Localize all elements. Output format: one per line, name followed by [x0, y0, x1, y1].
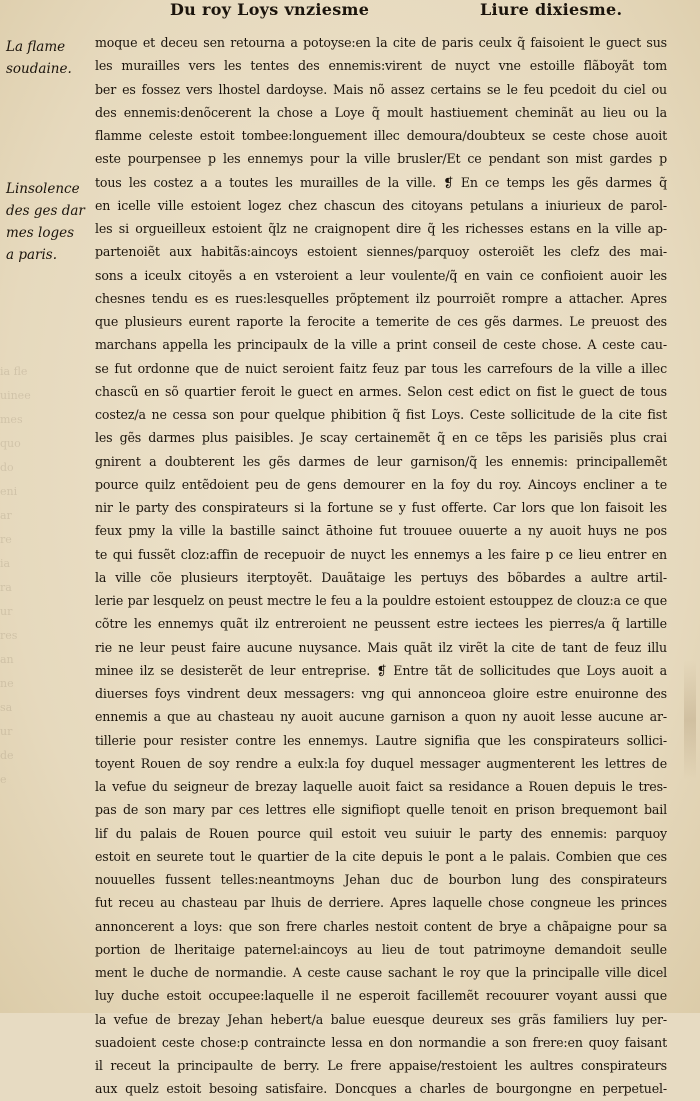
text-line: ment le duche de normandie. A ceste cause sachant le roy que la principalle ville dicel [95, 965, 667, 980]
text-line: estoit en seurete tout le quartier de la cite depuis le pont a le palais. Combien que ces [95, 848, 667, 864]
text-line: este pourpensee p les ennemys pour la ville brusler/Et ce pendant son mist gardes p [95, 151, 667, 167]
text-line: luy duche estoit occupee:laquelle il ne esperoit facillemẽt recouurer voyant aussi que [95, 988, 667, 1004]
text-line: costez/a ne cessa son pour quelque phibition q̃ fist Loys. Ceste sollicitude de la cite fist [95, 407, 667, 422]
text-line: la vefue du seigneur de brezay laquelle auoit faict sa residance a Rouen depuis le tres- [95, 779, 667, 794]
text-line: toyent Rouen de soy rendre a eulx:la foy duquel messager augmenterent les lettres de [95, 755, 667, 771]
body-text-column [95, 31, 667, 1101]
text-line: partenoiẽt aux habitãs:aincoys estoient siennes/parquoy osteroiẽt les clefz des mai- [95, 244, 667, 260]
text-line: lerie par lesquelz on peust mectre le feu a la pouldre estoient estouppez de clouz:a ce que [95, 593, 667, 608]
bleed-fragment: de [0, 749, 14, 762]
text-line: des ennemis:denõcerent la chose a Loye q̃ moult hastiuement cheminãt au lieu ou la [95, 104, 667, 120]
text-line: nir le party des conspirateurs si la fortune se y fust offerte. Car lors que lon faisoit les [95, 500, 667, 515]
text-line: la vefue de brezay Jehan hebert/a balue euesque deureux ses grãs familiers luy per- [95, 1011, 667, 1027]
text-line: nouuelles fussent telles:neantmoyns Jehan duc de bourbon lung des conspirateurs [95, 872, 667, 887]
text-line: sons a iceulx citoyẽs a en vsteroient a leur voulente/q̃ en vain ce confioient auoir les [95, 267, 667, 283]
text-line: feux pmy la ville la bastille sainct āthoine fut trouuee ouuerte a ny auoit huys ne pos [95, 523, 667, 539]
bleed-fragment: eni [0, 485, 18, 498]
bleed-fragment: ne [0, 677, 14, 690]
margin-note-insolence [6, 178, 90, 266]
text-line: minee ilz se desisterẽt de leur entreprise. ❡ Entre tãt de sollicitudes que Loys auoit a [95, 662, 667, 678]
text-line: suadoient ceste chose:p contraincte lessa en don normandie a son frere:en quoy faisant [95, 1034, 667, 1050]
bleed-fragment: an [0, 653, 14, 666]
bleed-fragment: mes [0, 413, 23, 426]
text-line: la ville cõe plusieurs iterptoyẽt. Dauãtaige les pertuys des bõbardes a aultre artil- [95, 569, 667, 585]
bleed-fragment: do [0, 461, 14, 474]
text-line: flamme celeste estoit tombee:longuement illec demoura/doubteux se ceste chose auoit [95, 128, 667, 143]
bleed-fragment: ra [0, 581, 12, 594]
margin-note-line: a paris. [6, 247, 58, 263]
bleed-fragment: uinee [0, 389, 31, 402]
running-head-left: Du roy Loys vnziesme [170, 0, 370, 19]
text-line: gnirent a doubterent les gẽs darmes de leur garnison/q̃ les ennemis: principallemẽt [95, 453, 667, 469]
text-line: chesnes tendu es es rues:lesquelles prõptement ilz pourroiẽt rompre a attacher. Apres [95, 290, 667, 306]
text-line: diuerses foys vindrent deux messagers: vng qui annonceoa gloire estre enuironne des [95, 686, 667, 701]
bleed-fragment: ia fle [0, 365, 28, 378]
running-head [170, 0, 640, 22]
text-line: te qui fussẽt cloz:affin de recepuoir de nuyct les ennemys a les faire p ce lieu entrer en [95, 546, 667, 562]
margin-note-line: La flame [6, 39, 66, 55]
text-line: il receut la principaulte de berry. Le frere appaise/restoient les aultres conspirateurs [95, 1058, 667, 1073]
text-line: pas de son mary par ces lettres elle signifiopt quelle tenoit en prison brequemont bail [95, 802, 667, 818]
text-line: fut receu au chasteau par lhuis de derriere. Apres laquelle chose congneue les princes [95, 895, 667, 911]
bleed-fragment: ur [0, 605, 13, 618]
text-line: les gẽs darmes plus paisibles. Je scay certainemẽt q̃ en ce tẽps les parisiẽs plus crai [95, 430, 667, 446]
bleed-fragment: ur [0, 725, 13, 738]
text-line: annoncerent a loys: que son frere charles nestoit content de brye a chãpaigne pour sa [95, 918, 667, 934]
margin-note-flame [6, 36, 90, 80]
paper-stain [684, 660, 696, 780]
text-line: aux quelz estoit besoing satisfaire. Doncques a charles de bourgongne en perpetuel- [95, 1081, 667, 1097]
bleed-fragment: e [0, 773, 7, 786]
text-line: cõtre les ennemys quãt ilz entreroient ne peussent estre iectees les pierres/a q̃ lartille [95, 616, 667, 632]
margin-note-line: Linsolence [6, 181, 80, 197]
text-line: ennemis a que au chasteau ny auoit aucune garnison a quon ny auoit lesse aucune ar- [95, 709, 667, 725]
margin-note-line: mes loges [6, 225, 75, 241]
text-line: tous les costez a a toutes les murailles de la ville. ❡ En ce temps les gẽs darmes q̃ [95, 174, 667, 190]
text-line: tillerie pour resister contre les ennemys. Lautre signifia que les conspirateurs sollici- [95, 732, 667, 748]
bleed-through-text [0, 360, 40, 790]
text-line: lif du palais de Rouen pource quil estoit veu suiuir le party des ennemis: parquoy [95, 825, 667, 841]
margin-note-line: des ges dar [6, 203, 85, 219]
bleed-fragment: quo [0, 437, 21, 450]
text-line: moque et deceu sen retourna a potoyse:en la cite de paris ceulx q̃ faisoient le guect sus [95, 35, 667, 50]
text-line: en icelle ville estoient logez chez chascun des citoyans petulans a iniurieux de parol- [95, 197, 667, 213]
text-line: se fut ordonne que de nuict seroient faitz feuz par tous les carrefours de la ville a illec [95, 360, 667, 376]
margin-note-line: soudaine. [6, 61, 72, 77]
text-line: rie ne leur peust faire aucune nuysance. Mais quãt ilz virẽt la cite de tant de feuz illu [95, 639, 667, 655]
text-line: les murailles vers les tentes des ennemis:virent de nuyct vne estoille flãboyãt tom [95, 58, 667, 74]
text-line: ber es fossez vers lhostel dardoyse. Mais nõ assez certains se le feu pcedoit du ciel ou [95, 81, 667, 97]
bleed-fragment: ia [0, 557, 11, 570]
bleed-fragment: ar [0, 509, 12, 522]
text-line: que plusieurs eurent raporte la ferocite a temerite de ces gẽs darmes. Le preuost des [95, 314, 667, 329]
text-line: les si orgueilleux estoient q̃lz ne craignopent dire q̃ les richesses estans en la ville ap- [95, 221, 667, 236]
running-head-right: Liure dixiesme. [480, 0, 623, 19]
text-line: portion de lheritaige paternel:aincoys au lieu de tout patrimoyne demandoit seulle [95, 941, 667, 957]
bleed-fragment: res [0, 629, 18, 642]
bleed-fragment: re [0, 533, 12, 546]
text-line: pource quilz entẽdoient peu de gens demourer en la foy du roy. Aincoys encliner a te [95, 476, 667, 492]
bleed-fragment: sa [0, 701, 13, 714]
text-line: marchans appella les principaulx de la ville a print conseil de ceste chose. A ceste cau- [95, 337, 667, 353]
text-line: chascũ en sõ quartier feroit le guect en armes. Selon cest edict on fist le guect de tous [95, 383, 667, 399]
